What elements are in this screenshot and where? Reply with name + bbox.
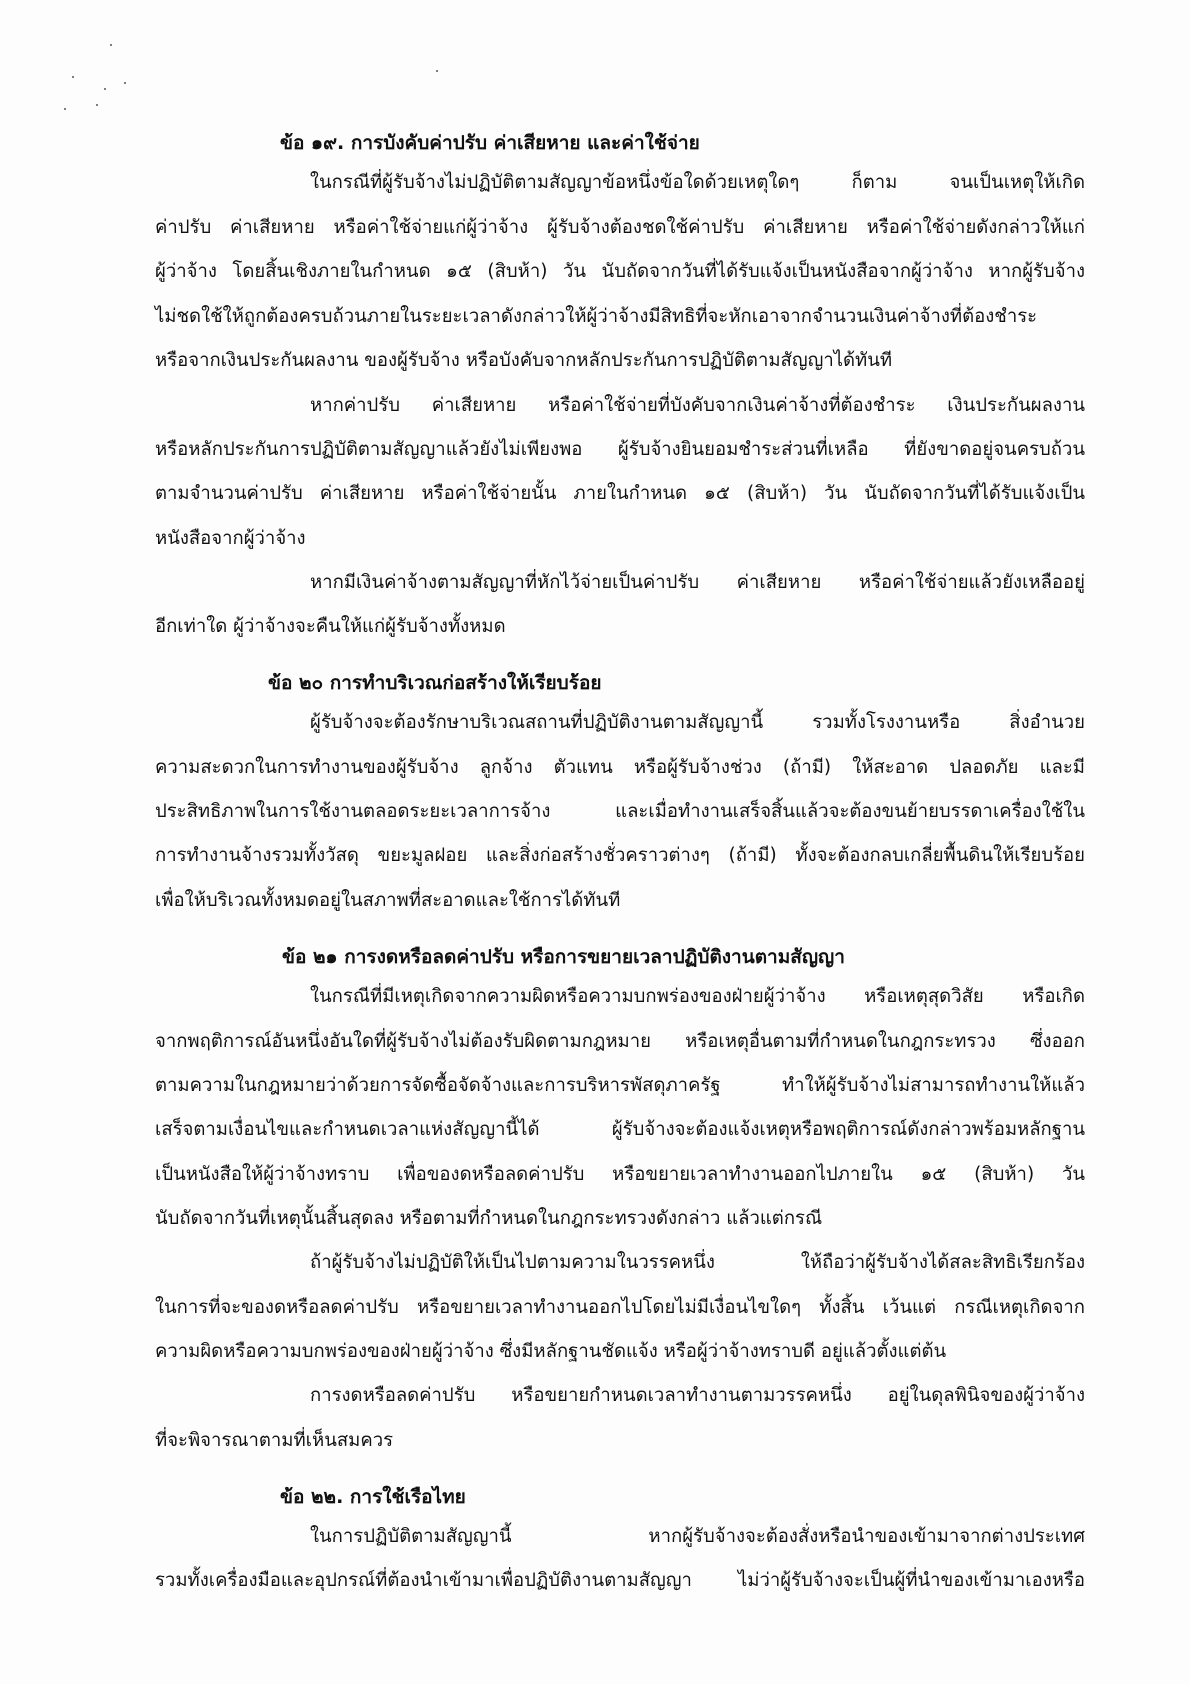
section-19-line: หากมีเงินค่าจ้างตามสัญญาที่หักไว้จ่ายเป็นค่าปรับ ค่าเสียหาย หรือค่าใช้จ่ายแล้วยังเหลืออยู่ — [310, 572, 1085, 593]
section-21-line: ความผิดหรือความบกพร่องของฝ่ายผู้ว่าจ้าง ซึ่งมีหลักฐานชัดแจ้ง หรือผู้ว่าจ้างทราบดี อยู่แล้วตั้งแต่ต้น — [155, 1341, 947, 1362]
section-19-line: อีกเท่าใด ผู้ว่าจ้างจะคืนให้แก่ผู้รับจ้างทั้งหมด — [155, 616, 506, 637]
section-22-line: รวมทั้งเครื่องมือและอุปกรณ์ที่ต้องนำเข้ามาเพื่อปฏิบัติงานตามสัญญา ไม่ว่าผู้รับจ้างจะเป็นผู้ที่นำของเข้ามาเองหรือ — [155, 1570, 1085, 1591]
section-22-line: ในการปฏิบัติตามสัญญานี้ หากผู้รับจ้างจะต้องสั่งหรือนำของเข้ามาจากต่างประเทศ — [310, 1526, 1085, 1547]
scan-speck — [104, 88, 106, 90]
section-21-line: การงดหรือลดค่าปรับ หรือขยายกำหนดเวลาทำงานตามวรรคหนึ่ง อยู่ในดุลพินิจของผู้ว่าจ้าง — [310, 1385, 1085, 1406]
scan-speck — [72, 76, 74, 78]
scan-speck — [436, 70, 438, 72]
section-19-line: หรือหลักประกันการปฏิบัติตามสัญญาแล้วยังไม่เพียงพอ ผู้รับจ้างยินยอมชำระส่วนที่เหลือ ที่ยังขาดอยู่จนครบถ้วน — [155, 439, 1085, 460]
section-20-line: ประสิทธิภาพในการใช้งานตลอดระยะเวลาการจ้าง และเมื่อทำงานเสร็จสิ้นแล้วจะต้องขนย้ายบรรดาเครื่องใช้ใน — [155, 801, 1085, 822]
section-19-line: หากค่าปรับ ค่าเสียหาย หรือค่าใช้จ่ายที่บังคับจากเงินค่าจ้างที่ต้องชำระ เงินประกันผลงาน — [310, 395, 1085, 416]
scan-speck — [124, 82, 126, 84]
section-21-line: เสร็จตามเงื่อนไขและกำหนดเวลาแห่งสัญญานี้ได้ ผู้รับจ้างจะต้องแจ้งเหตุหรือพฤติการณ์ดังกล่าวพร้อมหลักฐาน — [155, 1119, 1085, 1140]
section-19-line: หนังสือจากผู้ว่าจ้าง — [155, 528, 306, 549]
section-19-line: ตามจำนวนค่าปรับ ค่าเสียหาย หรือค่าใช้จ่ายนั้น ภายในกำหนด ๑๕ (สิบห้า) วัน นับถัดจากวันที่ได้รับแจ้งเป็น — [155, 483, 1085, 504]
scan-speck — [96, 104, 98, 106]
section-21-line: ในการที่จะของดหรือลดค่าปรับ หรือขยายเวลาทำงานออกไปโดยไม่มีเงื่อนไขใดๆ ทั้งสิ้น เว้นแต่ กรณีเหตุเกิดจาก — [155, 1297, 1085, 1318]
section-21-line: นับถัดจากวันที่เหตุนั้นสิ้นสุดลง หรือตามที่กำหนดในกฎกระทรวงดังกล่าว แล้วแต่กรณี — [155, 1208, 823, 1229]
section-20-line: เพื่อให้บริเวณทั้งหมดอยู่ในสภาพที่สะอาดและใช้การได้ทันที — [155, 890, 621, 911]
section-20-line: ความสะดวกในการทำงานของผู้รับจ้าง ลูกจ้าง ตัวแทน หรือผู้รับจ้างช่วง (ถ้ามี) ให้สะอาด ปลอดภัย และมี — [155, 757, 1085, 778]
section-19-heading: ข้อ ๑๙. การบังคับค่าปรับ ค่าเสียหาย และค่าใช้จ่าย — [280, 132, 700, 154]
section-21-line: ถ้าผู้รับจ้างไม่ปฏิบัติให้เป็นไปตามความในวรรคหนึ่ง ให้ถือว่าผู้รับจ้างได้สละสิทธิเรียกร้อง — [310, 1252, 1085, 1273]
section-21-heading: ข้อ ๒๑ การงดหรือลดค่าปรับ หรือการขยายเวลาปฏิบัติงานตามสัญญา — [282, 946, 845, 968]
section-19-line: ไม่ชดใช้ให้ถูกต้องครบถ้วนภายในระยะเวลาดังกล่าวให้ผู้ว่าจ้างมีสิทธิที่จะหักเอาจากจำนวนเงินค่าจ้างที่ต้องชำระ — [155, 306, 1038, 327]
section-20-line: ผู้รับจ้างจะต้องรักษาบริเวณสถานที่ปฏิบัติงานตามสัญญานี้ รวมทั้งโรงงานหรือ สิ่งอำนวย — [310, 712, 1085, 733]
section-19-line: ในกรณีที่ผู้รับจ้างไม่ปฏิบัติตามสัญญาข้อหนึ่งข้อใดด้วยเหตุใดๆ ก็ตาม จนเป็นเหตุให้เกิด — [310, 172, 1085, 193]
scan-speck — [110, 44, 112, 46]
section-20-heading: ข้อ ๒๐ การทำบริเวณก่อสร้างให้เรียบร้อย — [268, 672, 602, 694]
section-19-line: ผู้ว่าจ้าง โดยสิ้นเชิงภายในกำหนด ๑๕ (สิบห้า) วัน นับถัดจากวันที่ได้รับแจ้งเป็นหนังสือจากผู้ว่าจ้าง หากผู้รับจ้าง — [155, 261, 1085, 282]
section-22-heading: ข้อ ๒๒. การใช้เรือไทย — [280, 1486, 466, 1508]
section-21-line: เป็นหนังสือให้ผู้ว่าจ้างทราบ เพื่อของดหรือลดค่าปรับ หรือขยายเวลาทำงานออกไปภายใน ๑๕ (สิบห้า) วัน — [155, 1164, 1085, 1185]
section-21-line: จากพฤติการณ์อันหนึ่งอันใดที่ผู้รับจ้างไม่ต้องรับผิดตามกฎหมาย หรือเหตุอื่นตามที่กำหนดในกฎกระทรวง ซึ่งออก — [155, 1031, 1085, 1052]
section-21-line: ในกรณีที่มีเหตุเกิดจากความผิดหรือความบกพร่องของฝ่ายผู้ว่าจ้าง หรือเหตุสุดวิสัย หรือเกิด — [310, 986, 1085, 1007]
section-21-line: ตามความในกฎหมายว่าด้วยการจัดซื้อจัดจ้างและการบริหารพัสดุภาครัฐ ทำให้ผู้รับจ้างไม่สามารถทำงานให้แล้ว — [155, 1075, 1085, 1096]
section-20-line: การทำงานจ้างรวมทั้งวัสดุ ขยะมูลฝอย และสิ่งก่อสร้างชั่วคราวต่างๆ (ถ้ามี) ทั้งจะต้องกลบเกลี่ยพื้นดินให้เรียบร้อย — [155, 845, 1085, 866]
section-19-line: ค่าปรับ ค่าเสียหาย หรือค่าใช้จ่ายแก่ผู้ว่าจ้าง ผู้รับจ้างต้องชดใช้ค่าปรับ ค่าเสียหาย หรือค่าใช้จ่ายดังกล่าวให้แก่ — [155, 217, 1085, 238]
section-21-line: ที่จะพิจารณาตามที่เห็นสมควร — [155, 1430, 394, 1451]
scan-speck — [64, 108, 66, 110]
section-19-line: หรือจากเงินประกันผลงาน ของผู้รับจ้าง หรือบังคับจากหลักประกันการปฏิบัติตามสัญญาได้ทันที — [155, 350, 893, 371]
